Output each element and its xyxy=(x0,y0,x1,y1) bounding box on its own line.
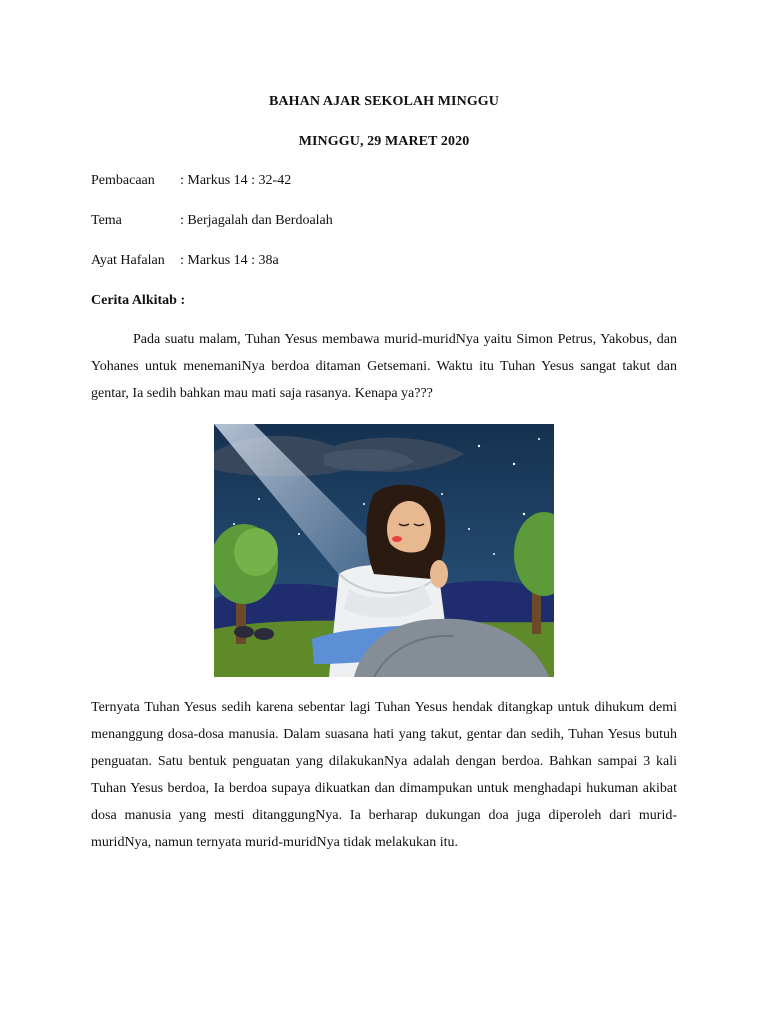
document-title: BAHAN AJAR SEKOLAH MINGGU xyxy=(268,94,500,109)
meta-value: : Berjagalah dan Berdoalah xyxy=(180,213,333,228)
meta-value: : Markus 14 : 38a xyxy=(180,253,279,268)
document-date: MINGGU, 29 MARET 2020 xyxy=(298,134,470,149)
story-paragraph-1: Pada suatu malam, Tuhan Yesus membawa murid-muridNya yaitu Simon Petrus, Yakobus, dan Yohanes untuk menemaniNya berdoa ditaman Getsemani. Waktu itu Tuhan Yesus sangat takut dan gentar, Ia sedih bahkan mau mati saja rasanya. Kenapa ya??? xyxy=(91,332,677,401)
section-heading: Cerita Alkitab : xyxy=(91,293,186,308)
praying-jesus-illustration xyxy=(214,424,554,677)
meta-label: Tema xyxy=(91,213,122,228)
meta-label: Pembacaan xyxy=(91,173,155,188)
meta-label: Ayat Hafalan xyxy=(91,253,165,268)
story-paragraph-2: Ternyata Tuhan Yesus sedih karena sebentar lagi Tuhan Yesus hendak ditangkap untuk dihukum demi menanggung dosa-dosa manusia. Dalam suasana hati yang takut, gentar dan sedih, Tuhan Yesus butuh penguatan. Satu bentuk penguatan yang dilakukanNya adalah dengan berdoa. Bahkan sampai 3 kali Tuhan Yesus berdoa, Ia berdoa supaya dikuatkan dan dimampukan untuk menghadapi hukuman akibat dosa manusia yang mesti ditanggungNya. Ia berharap dukungan doa juga diperoleh dari murid-muridNya, namun ternyata murid-muridNya tidak melakukan itu. xyxy=(91,700,677,850)
meta-value: : Markus 14 : 32-42 xyxy=(180,173,292,188)
